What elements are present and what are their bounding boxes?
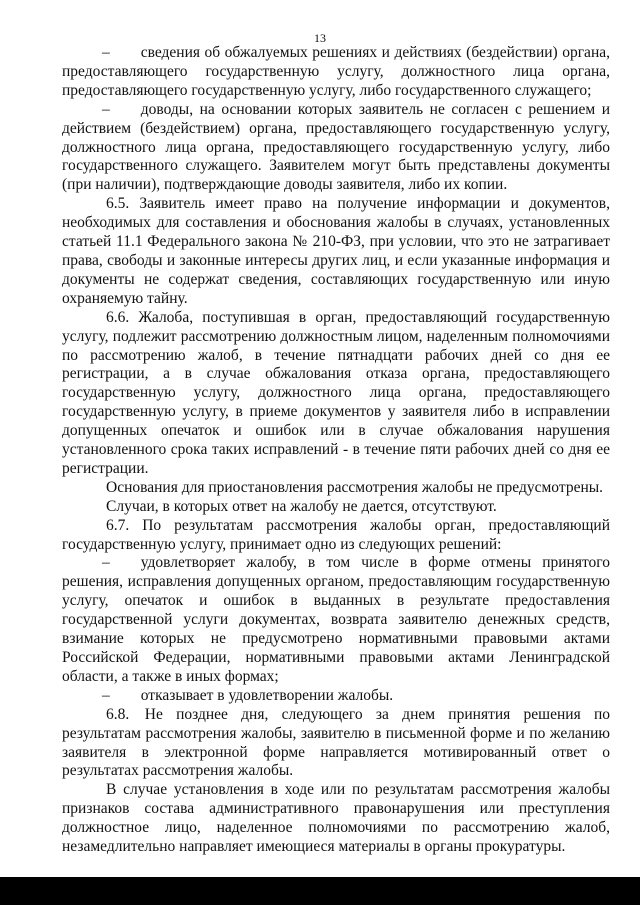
paragraph-list-item-satisfy: – удовлетворяет жалобу, в том числе в форме отмены принятого решения, исправления допущенных органом, предоставляющим государственную услугу, опечаток и ошибок в выданных в результате предоставления государственной услуги документах, возврата заявителю денежных средств, взимание которых не предусмотрено нормативными правовыми актами Российской Федерации, нормативными правовыми актами Ленинградской области, а также в иных формах; (62, 554, 610, 685)
paragraph-suspension-grounds: Основания для приостановления рассмотрения жалобы не предусмотрены. (106, 478, 604, 496)
paragraph-list-item-decisions: – сведения об обжалуемых решениях и действиях (бездействии) органа, предоставляющего государственную услугу, должностного лица органа, предоставляющего государственную услугу, либо государственного служащего; (62, 44, 610, 99)
paragraph-6-5: 6.5. Заявитель имеет право на получение информации и документов, необходимых для составления и обоснования жалобы в случаях, установленных статьей 11.1 Федерального закона № 210-ФЗ, при условии, что это не затрагивает права, свободы и законные интересы других лиц, и если указанные информация и документы не содержат сведения, составляющих государственную или иную охраняемую тайну. (62, 195, 610, 307)
paragraph-no-response-cases: Случаи, в которых ответ на жалобу не дается, отсутствуют. (106, 497, 497, 515)
paragraph-prosecution: В случае установления в ходе или по результатам рассмотрения жалобы признаков состава административного правонарушения или преступления должностное лицо, наделенное полномочиями по рассмотрению жалоб, незамедлительно направляет имеющиеся материалы в органы прокуратуры. (62, 781, 610, 856)
paragraph-6-7: 6.7. По результатам рассмотрения жалобы орган, предоставляющий государственную услугу, принимает одно из следующих решений: (62, 516, 610, 553)
page-number: 13 (314, 31, 326, 45)
paragraph-6-6: 6.6. Жалоба, поступившая в орган, предоставляющий государственную услугу, подлежит рассмотрению должностным лицом, наделенным полномочиями по рассмотрению жалоб, в течение пятнадцати рабочих дней со дня ее регистрации, а в случае обжалования отказа органа, предоставляющего государственную услугу, должностного лица органа, предоставляющего государственную услугу, в приеме документов у заявителя либо в исправлении допущенных опечаток и ошибок или в случае обжалования нарушения установленного срока таких исправлений - в течение пяти рабочих дней со дня ее регистрации. (62, 308, 610, 477)
paragraph-6-8: 6.8. Не позднее дня, следующего за днем принятия решения по результатам рассмотрения жалобы, заявителю в письменной форме и по желанию заявителя в электронной форме направляется мотивированный ответ о результатах рассмотрения жалобы. (62, 705, 610, 780)
paragraph-list-item-refuse: – отказывает в удовлетворении жалобы. (102, 686, 394, 704)
scan-bottom-edge (0, 877, 640, 905)
paragraph-list-item-arguments: – доводы, на основании которых заявитель не согласен с решением и действием (бездействием) органа, предоставляющего государственную услугу, должностного лица органа, предоставляющего государственную услугу, либо государственного служащего. Заявителем могут быть представлены документы (при наличии), подтверждающие доводы заявителя, либо их копии. (62, 100, 610, 194)
document-body (62, 44, 610, 857)
